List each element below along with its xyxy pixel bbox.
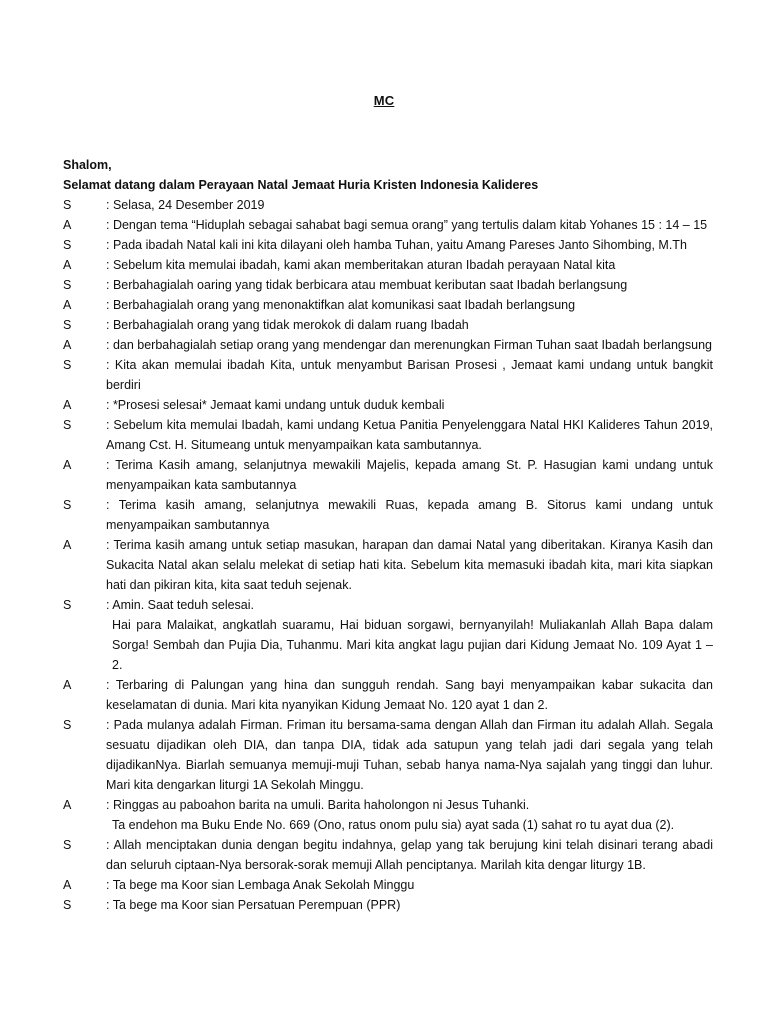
speaker-label: S: [63, 238, 72, 252]
dialogue-text: : Terima Kasih amang, selanjutnya mewakili Majelis, kepada amang St. P. Hasugian kami undang untuk menyampaikan kata sambutannya: [106, 458, 713, 492]
dialogue-line: [63, 355, 713, 395]
speaker-label: S: [63, 598, 72, 612]
dialogue-text: : *Prosesi selesai* Jemaat kami undang untuk duduk kembali: [106, 398, 445, 412]
dialogue-line: [63, 595, 713, 615]
dialogue-continuation: [63, 615, 713, 675]
speaker-label: S: [63, 278, 72, 292]
dialogue-text: : Pada mulanya adalah Firman. Friman itu bersama-sama dengan Allah dan Firman itu adalah Allah. Segala sesuatu dijadikan oleh DIA, dan tanpa DIA, tidak ada satupun yang telah jadi dari segala yang telah dijadikanNya. Biarlah semuanya memuji-muji Tuhan, sebab hanya nama-Nya sajalah yang tinggi dan luhur. Mari kita dengarkan liturgi 1A Sekolah Minggu.: [106, 718, 713, 792]
dialogue-text: : Ta bege ma Koor sian Lembaga Anak Sekolah Minggu: [106, 878, 415, 892]
dialogue-line: [63, 255, 713, 275]
speaker-label: S: [63, 718, 72, 732]
speaker-label: A: [63, 298, 72, 312]
dialogue-line: [63, 895, 713, 915]
dialogue-line: [63, 235, 713, 255]
dialogue-text: : Terima kasih amang, selanjutnya mewakili Ruas, kepada amang B. Sitorus kami undang untuk menyampaikan sambutannya: [106, 498, 713, 532]
dialogue-line: [63, 195, 713, 215]
dialogue-text: : Ringgas au paboahon barita na umuli. Barita haholongon ni Jesus Tuhanki.: [106, 798, 530, 812]
dialogue-line: [63, 215, 713, 235]
dialogue-text: : dan berbahagialah setiap orang yang mendengar dan merenungkan Firman Tuhan saat Ibadah berlangsung: [106, 338, 712, 352]
speaker-label: A: [63, 458, 72, 472]
speaker-label: A: [63, 798, 72, 812]
dialogue-text: : Dengan tema “Hiduplah sebagai sahabat bagi semua orang” yang tertulis dalam kitab Yohanes 15 : 14 – 15: [106, 218, 708, 232]
speaker-label: S: [63, 318, 72, 332]
dialogue-line: [63, 535, 713, 595]
speaker-label: A: [63, 678, 72, 692]
dialogue-text: : Terima kasih amang untuk setiap masukan, harapan dan damai Natal yang diberitakan. Kiranya Kasih dan Sukacita Natal akan selalu melekat di setiap hati kita. Sebelum kita memasuki ibadah kita, mari kita siapkan hati dan pikiran kita, kita saat teduh sejenak.: [106, 538, 713, 592]
dialogue-line: [63, 875, 713, 895]
speaker-label: S: [63, 418, 72, 432]
speaker-label: S: [63, 898, 72, 912]
speaker-label: A: [63, 218, 72, 232]
dialogue-continuation: [63, 815, 713, 835]
dialogue-line: [63, 275, 713, 295]
dialogue-text: : Berbahagialah oaring yang tidak berbicara atau membuat keributan saat Ibadah berlangsung: [106, 278, 628, 292]
dialogue-text: : Terbaring di Palungan yang hina dan sungguh rendah. Sang bayi menyampaikan kabar sukacita dan keselamatan di dunia. Mari kita nyanyikan Kidung Jemaat No. 120 ayat 1 dan 2.: [106, 678, 713, 712]
dialogue-text: : Kita akan memulai ibadah Kita, untuk menyambut Barisan Prosesi , Jemaat kami undang untuk bangkit berdiri: [106, 358, 713, 392]
speaker-label: A: [63, 258, 72, 272]
speaker-label: S: [63, 358, 72, 372]
speaker-label: A: [63, 338, 72, 352]
dialogue-text: Ta endehon ma Buku Ende No. 669 (Ono, ratus onom pulu sia) ayat sada (1) sahat ro tu ayat dua (2).: [112, 818, 675, 832]
speaker-label: S: [63, 498, 72, 512]
dialogue-text: : Berbahagialah orang yang tidak merokok di dalam ruang Ibadah: [106, 318, 469, 332]
speaker-label: A: [63, 538, 72, 552]
dialogue-line: [63, 495, 713, 535]
speaker-label: S: [63, 198, 72, 212]
document-title: MC: [373, 93, 395, 108]
speaker-label: S: [63, 838, 72, 852]
dialogue-text: : Sebelum kita memulai ibadah, kami akan memberitakan aturan Ibadah perayaan Natal kita: [106, 258, 616, 272]
dialogue-line: [63, 395, 713, 415]
dialogue-line: [63, 835, 713, 875]
dialogue-text: : Selasa, 24 Desember 2019: [106, 198, 265, 212]
dialogue-text: : Ta bege ma Koor sian Persatuan Perempuan (PPR): [106, 898, 401, 912]
dialogue-text: : Amin. Saat teduh selesai.: [106, 598, 255, 612]
dialogue-line: [63, 795, 713, 815]
dialogue-text: : Sebelum kita memulai Ibadah, kami undang Ketua Panitia Penyelenggara Natal HKI Kalideres Tahun 2019, Amang Cst. H. Situmeang untuk menyampaikan kata sambutannya.: [106, 418, 713, 452]
dialogue-line: [63, 715, 713, 795]
dialogue-text: : Allah menciptakan dunia dengan begitu indahnya, gelap yang tak berujung kini telah disinari terang abadi dan seluruh ciptaan-Nya bersorak-sorak memuji Allah penciptanya. Marilah kita dengar liturgy 1B.: [106, 838, 713, 872]
dialogue-line: [63, 415, 713, 455]
dialogue-line: [63, 295, 713, 315]
speaker-label: A: [63, 398, 72, 412]
dialogue-text: : Berbahagialah orang yang menonaktifkan alat komunikasi saat Ibadah berlangsung: [106, 298, 576, 312]
speaker-label: A: [63, 878, 72, 892]
dialogue-line: [63, 315, 713, 335]
dialogue-text: Hai para Malaikat, angkatlah suaramu, Hai biduan sorgawi, bernyanyilah! Muliakanlah Allah Bapa dalam Sorga! Sembah dan Pujia Dia, Tuhanmu. Mari kita angkat lagu pujian dari Kidung Jemaat No. 109 Ayat 1 – 2.: [112, 618, 713, 672]
dialogue-line: [63, 675, 713, 715]
dialogue-text: : Pada ibadah Natal kali ini kita dilayani oleh hamba Tuhan, yaitu Amang Pareses Janto Sihombing, M.Th: [106, 238, 687, 252]
greeting: Shalom,: [63, 158, 112, 172]
dialogue-line: [63, 455, 713, 495]
dialogue-line: [63, 335, 713, 355]
document-body: [63, 155, 713, 915]
welcome-line: Selamat datang dalam Perayaan Natal Jemaat Huria Kristen Indonesia Kalideres: [63, 178, 539, 192]
